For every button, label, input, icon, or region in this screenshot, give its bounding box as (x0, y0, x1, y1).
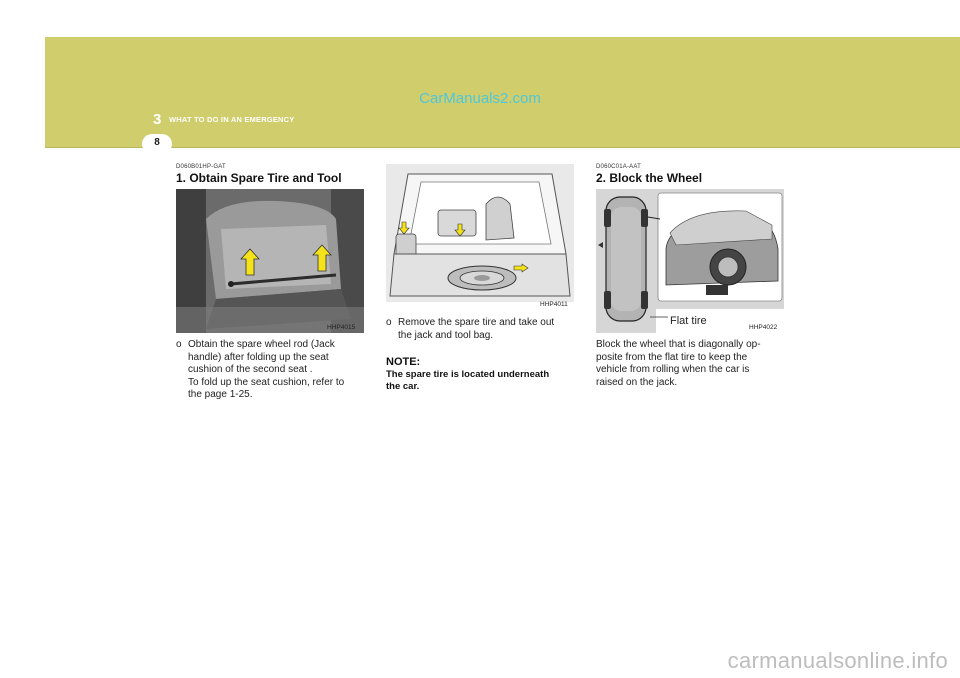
bullet-marker: o (386, 317, 392, 328)
text-line: Block the wheel that is diagonally op- (596, 339, 761, 350)
text-line: Obtain the spare wheel rod (Jack (188, 339, 335, 350)
header-divider (45, 147, 960, 148)
footer-watermark[interactable]: carmanualsonline.info (727, 648, 948, 673)
chapter-number: 3 (153, 111, 162, 128)
figure-block-wheel (596, 189, 784, 333)
note-title: NOTE: (386, 356, 421, 368)
section-2-text (596, 339, 790, 389)
text-line: To fold up the seat cushion, refer to (188, 376, 345, 388)
figure-cargo-area (386, 164, 574, 310)
figure-3-label: HHP4022 (749, 324, 778, 331)
section-1-code: D060B01HP-GAT (176, 164, 226, 170)
flat-tire-label: Flat tire (670, 315, 707, 327)
figure-second-seat (176, 189, 364, 333)
text-line: handle) after folding up the seat (188, 351, 329, 363)
figure-2-label: HHP4011 (540, 301, 568, 308)
figure-1-label: HHP4015 (327, 324, 356, 331)
text-line: vehicle from rolling when the car is (596, 364, 750, 375)
note-line: the car. (386, 381, 420, 392)
section-1-text (176, 339, 366, 402)
text-line: raised on the jack. (596, 376, 678, 388)
chapter-title: WHAT TO DO IN AN EMERGENCY (169, 115, 295, 124)
text-line: cushion of the second seat . (188, 364, 313, 375)
text-line: posite from the flat tire to keep the (596, 351, 748, 363)
section-2-code: D060C01A-AAT (596, 164, 641, 170)
text-line: the jack and tool bag. (398, 329, 494, 341)
note-text (386, 369, 586, 393)
top-watermark[interactable]: CarManuals2.com (419, 90, 541, 107)
bullet-marker: o (176, 339, 182, 350)
section-2-title: 2. Block the Wheel (596, 171, 703, 185)
page-number: 8 (154, 137, 160, 148)
section-1-title: 1. Obtain Spare Tire and Tool (176, 171, 342, 185)
note-line: The spare tire is located underneath (386, 369, 550, 380)
text-line: Remove the spare tire and take out (398, 317, 555, 328)
middle-text (386, 317, 576, 342)
text-line: the page 1-25. (188, 389, 253, 400)
